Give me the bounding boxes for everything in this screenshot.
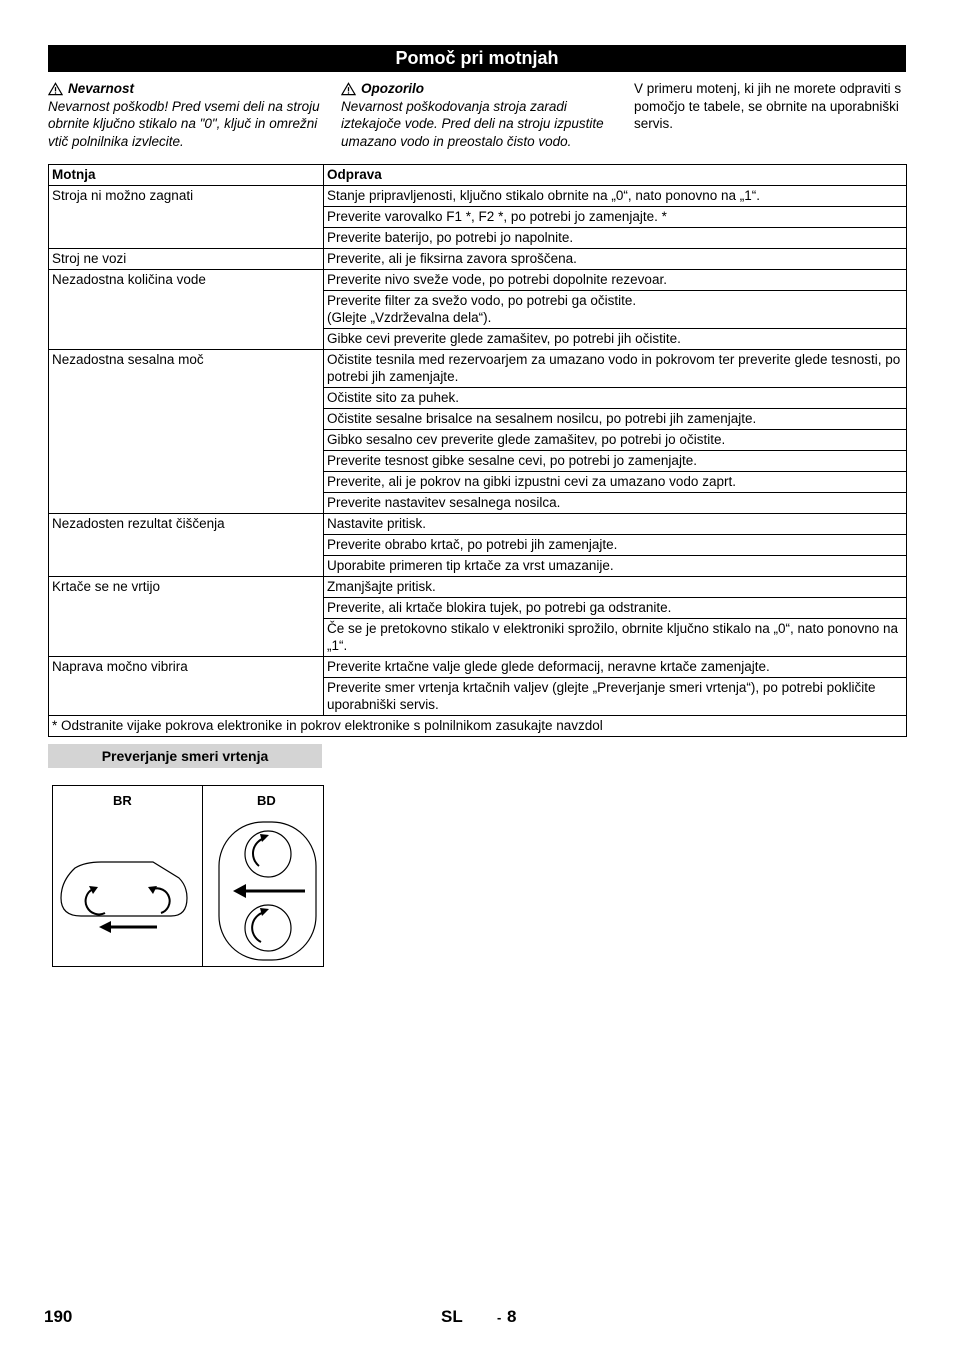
fault-cell: Stroja ni možno zagnati <box>49 186 324 249</box>
fault-cell: Krtače se ne vrtijo <box>49 577 324 657</box>
br-direction-arrow-icon <box>99 921 157 933</box>
remedy-cell: Preverite tesnost gibke sesalne cevi, po potrebi jo zamenjajte. <box>324 451 907 472</box>
remedy-cell: Preverite nastavitev sesalnega nosilca. <box>324 493 907 514</box>
remedy-cell: Če se je pretokovno stikalo v elektroniki sprožilo, obrnite ključno stikalo na „0“, nato ponovno na „1“. <box>324 619 907 657</box>
page-number: 190 <box>44 1307 73 1326</box>
rotation-diagram <box>53 786 323 966</box>
remedy-cell: Preverite krtačne valje glede glede deformacij, neravne krtače zamenjajte. <box>324 657 907 678</box>
fault-cell: Nezadosten rezultat čiščenja <box>49 514 324 577</box>
rotation-direction-figure <box>52 785 324 967</box>
table-row <box>49 249 907 270</box>
section-heading: Preverjanje smeri vrtenja <box>48 744 322 768</box>
table-row <box>49 350 907 388</box>
column-header-fault: Motnja <box>49 165 324 186</box>
column-header-remedy: Odprava <box>324 165 907 186</box>
figure-label-bd: BD <box>257 793 276 808</box>
danger-label: Nevarnost <box>68 81 135 96</box>
table-row <box>49 577 907 598</box>
remedy-cell: Očistite sesalne brisalce na sesalnem nosilcu, po potrebi jih zamenjajte. <box>324 409 907 430</box>
remedy-cell: Gibko sesalno cev preverite glede zamašitev, po potrebi jo očistite. <box>324 430 907 451</box>
remedy-cell: Preverite obrabo krtač, po potrebi jih zamenjajte. <box>324 535 907 556</box>
remedy-cell: Stanje pripravljenosti, ključno stikalo obrnite na „0“, nato ponovno na „1“. <box>324 186 907 207</box>
remedy-cell: Očistite tesnila med rezervoarjem za umazano vodo in pokrovom ter preverite glede tesnosti, po potrebi jih zamenjajte. <box>324 350 907 388</box>
footer-separator: - <box>497 1310 502 1325</box>
warning-triangle-icon <box>48 82 63 96</box>
fault-cell: Naprava močno vibrira <box>49 657 324 716</box>
remedy-cell: Preverite baterijo, po potrebi jo napolnite. <box>324 228 907 249</box>
section-page-number: 8 <box>507 1307 517 1326</box>
language-code: SL <box>441 1307 463 1326</box>
danger-note <box>48 80 323 150</box>
table-row <box>49 657 907 678</box>
bd-bottom-brush-icon <box>245 905 291 951</box>
warning-note <box>341 80 619 150</box>
warning-label: Opozorilo <box>361 81 424 96</box>
table-row <box>49 186 907 207</box>
warning-text: Nevarnost poškodovanja stroja zaradi iztekajoče vode. Pred deli na stroju izpustite umazano vodo in preostalo čisto vodo. <box>341 98 604 149</box>
warning-triangle-icon <box>341 82 356 96</box>
table-row <box>49 270 907 291</box>
remedy-cell: Gibke cevi preverite glede zamašitev, po potrebi jih očistite. <box>324 329 907 350</box>
remedy-cell: Preverite, ali je pokrov na gibki izpustni cevi za umazano vodo zaprt. <box>324 472 907 493</box>
remedy-cell: Nastavite pritisk. <box>324 514 907 535</box>
remedy-cell: Preverite varovalko F1 *, F2 *, po potrebi jo zamenjajte. * <box>324 207 907 228</box>
page-title: Pomoč pri motnjah <box>48 45 906 72</box>
remedy-cell: Preverite filter za svežo vodo, po potrebi ga očistite. (Glejte „Vzdrževalna dela“). <box>324 291 907 329</box>
table-row <box>49 514 907 535</box>
br-right-brush-icon <box>148 886 170 913</box>
troubleshooting-table <box>48 164 907 737</box>
table-footnote: * Odstranite vijake pokrova elektronike in pokrov elektronike s polnilnikom zasukajte navzdol <box>49 716 907 737</box>
remedy-cell: Preverite, ali je fiksirna zavora sproščena. <box>324 249 907 270</box>
intro-text: V primeru motenj, ki jih ne morete odpraviti s pomočjo te tabele, se obrnite na uporabniški servis. <box>634 81 902 131</box>
danger-text: Nevarnost poškodb! Pred vsemi deli na stroju obrnite ključno stikalo na "0", ključ in omrežni vtič polnilnika izvlecite. <box>48 98 320 149</box>
remedy-cell: Preverite smer vrtenja krtačnih valjev (glejte „Preverjanje smeri vrtenja“), po potrebi pokličite uporabniški servis. <box>324 678 907 716</box>
fault-cell: Nezadostna količina vode <box>49 270 324 350</box>
remedy-cell: Zmanjšajte pritisk. <box>324 577 907 598</box>
remedy-cell: Preverite nivo sveže vode, po potrebi dopolnite rezevoar. <box>324 270 907 291</box>
fault-cell: Nezadostna sesalna moč <box>49 350 324 514</box>
remedy-cell: Uporabite primeren tip krtače za vrst umazanije. <box>324 556 907 577</box>
br-left-brush-icon <box>86 886 105 914</box>
table-footnote-row <box>49 716 907 737</box>
figure-label-br: BR <box>113 793 132 808</box>
fault-cell: Stroj ne vozi <box>49 249 324 270</box>
bd-direction-arrow-icon <box>233 884 305 898</box>
remedy-cell: Preverite, ali krtače blokira tujek, po potrebi ga odstranite. <box>324 598 907 619</box>
remedy-cell: Očistite sito za puhek. <box>324 388 907 409</box>
bd-top-brush-icon <box>245 831 291 877</box>
